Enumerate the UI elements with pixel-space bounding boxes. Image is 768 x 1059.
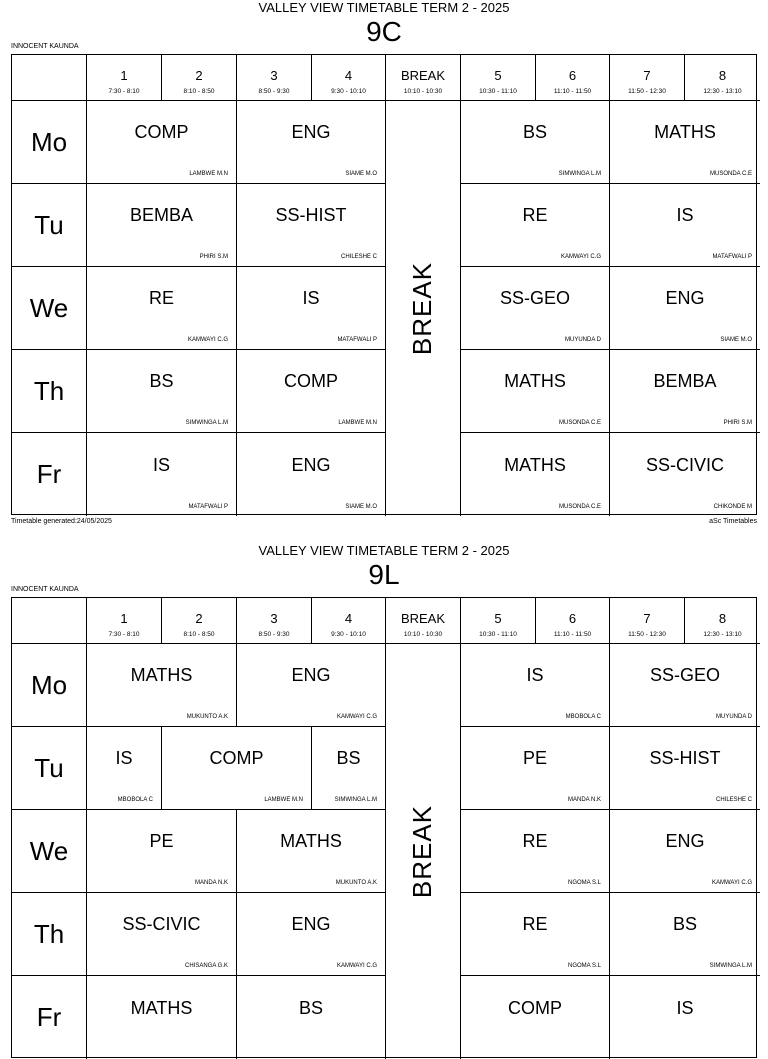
lesson-teacher: SIMWINGA L.M xyxy=(558,171,601,177)
lesson-cell xyxy=(461,727,610,810)
period-time: 8:50 - 9:30 xyxy=(258,88,290,95)
period-time: 11:50 - 12:30 xyxy=(628,88,666,95)
period-number: BREAK xyxy=(400,611,446,626)
lesson-subject: RE xyxy=(522,205,548,226)
period-number: 6 xyxy=(568,611,577,626)
lesson-subject: SS-HIST xyxy=(275,205,347,226)
lesson-cell xyxy=(610,350,760,433)
day-label: Mo xyxy=(12,644,87,727)
lesson-teacher: SIAME M.O xyxy=(345,171,377,177)
period-time: 7:30 - 8:10 xyxy=(108,631,140,638)
lesson-cell xyxy=(461,976,610,1059)
lesson-cell xyxy=(610,810,760,893)
lesson-subject: ENG xyxy=(291,914,331,935)
lesson-teacher: MUKUNTO A.K xyxy=(335,880,377,886)
period-time: 10:10 - 10:30 xyxy=(403,631,443,638)
timetable-sheet xyxy=(0,543,768,1043)
period-number: 2 xyxy=(195,611,203,626)
header-break xyxy=(386,598,461,644)
lesson-teacher: SIMWINGA L.M xyxy=(185,420,228,426)
header-period-3 xyxy=(237,598,312,644)
lesson-teacher: KAMWAYI C.G xyxy=(560,254,601,260)
lesson-teacher: KAMWAYI C.G xyxy=(336,963,377,969)
period-time: 10:30 - 11:10 xyxy=(479,88,517,95)
lesson-teacher: CHIKONDE M xyxy=(713,504,752,510)
period-time: 8:50 - 9:30 xyxy=(258,631,290,638)
header-period-3 xyxy=(237,55,312,101)
lesson-cell xyxy=(237,810,386,893)
lesson-subject: SS-GEO xyxy=(649,665,720,686)
period-number: 4 xyxy=(344,68,353,83)
lesson-cell xyxy=(610,727,760,810)
lesson-subject: BS xyxy=(336,748,361,769)
timetable-grid xyxy=(11,54,757,515)
lesson-subject: COMP xyxy=(209,748,264,769)
lesson-teacher: MUSONDA C.E xyxy=(709,171,752,177)
lesson-cell xyxy=(87,976,237,1059)
lesson-cell xyxy=(610,267,760,350)
lesson-cell xyxy=(237,101,386,184)
lesson-teacher: LAMBWE M.N xyxy=(338,420,377,426)
header-period-1 xyxy=(87,598,162,644)
lesson-subject: MATHS xyxy=(280,831,342,852)
teacher-name: INNOCENT KAUNDA xyxy=(11,586,79,593)
lesson-subject: ENG xyxy=(291,122,331,143)
lesson-cell xyxy=(610,184,760,267)
lesson-cell xyxy=(237,976,386,1059)
day-label: Tu xyxy=(12,727,87,810)
lesson-cell xyxy=(87,433,237,516)
lesson-teacher: LAMBWE M.N xyxy=(264,797,303,803)
header-period-6 xyxy=(536,55,610,101)
lesson-teacher: CHILESHE C xyxy=(340,254,377,260)
period-time: 11:10 - 11:50 xyxy=(553,631,592,638)
lesson-teacher: MUSONDA C.E xyxy=(558,504,601,510)
class-name: 9L xyxy=(368,559,400,590)
header-period-7 xyxy=(610,55,685,101)
lesson-subject: PE xyxy=(149,831,174,852)
lesson-teacher: KAMWAYI C.G xyxy=(336,714,377,720)
lesson-cell xyxy=(610,644,760,727)
lesson-subject: PE xyxy=(522,748,547,769)
header-period-7 xyxy=(610,598,685,644)
lesson-teacher: MANDA N.K xyxy=(194,880,228,886)
teacher-name: INNOCENT KAUNDA xyxy=(11,43,79,50)
period-time: 12:30 - 13:10 xyxy=(703,631,742,638)
lesson-teacher: CHISANGA G.K xyxy=(184,963,228,969)
lesson-teacher: NGOMA S.L xyxy=(567,963,601,969)
lesson-teacher: PHIRI S.M xyxy=(723,420,752,426)
header-period-1 xyxy=(87,55,162,101)
lesson-cell xyxy=(461,101,610,184)
period-number: 4 xyxy=(344,611,353,626)
lesson-subject: RE xyxy=(522,914,548,935)
lesson-teacher: MATAFWALI P xyxy=(188,504,228,510)
lesson-cell xyxy=(237,433,386,516)
period-number: 8 xyxy=(718,68,727,83)
header-period-2 xyxy=(162,598,237,644)
period-number: 1 xyxy=(120,611,128,626)
timetable-grid xyxy=(11,597,757,1058)
lesson-cell xyxy=(461,267,610,350)
period-number: 6 xyxy=(568,68,577,83)
lesson-cell xyxy=(237,184,386,267)
lesson-cell xyxy=(87,184,237,267)
period-time: 8:10 - 8:50 xyxy=(183,631,215,638)
day-label: Th xyxy=(12,893,87,976)
lesson-cell xyxy=(312,727,386,810)
lesson-subject: MATHS xyxy=(130,665,193,686)
header-corner xyxy=(12,598,87,644)
lesson-teacher: MUYUNDA D xyxy=(564,337,601,343)
lesson-cell xyxy=(461,433,610,516)
lesson-teacher: SIMWINGA L.M xyxy=(709,963,752,969)
lesson-cell xyxy=(461,893,610,976)
lesson-cell xyxy=(610,101,760,184)
lesson-subject: IS xyxy=(526,665,544,686)
lesson-teacher: PHIRI S.M xyxy=(199,254,228,260)
period-number: 3 xyxy=(270,611,278,626)
lesson-subject: MATHS xyxy=(654,122,716,143)
lesson-subject: ENG xyxy=(665,288,705,309)
header-corner xyxy=(12,55,87,101)
period-time: 10:30 - 11:10 xyxy=(479,631,517,638)
header-period-5 xyxy=(461,598,536,644)
header-period-8 xyxy=(685,55,760,101)
lesson-cell xyxy=(610,976,760,1059)
timetable-sheet xyxy=(0,0,768,525)
lesson-subject: RE xyxy=(522,831,548,852)
lesson-subject: MATHS xyxy=(504,371,566,392)
lesson-teacher: NGOMA S.L xyxy=(567,880,601,886)
period-number: 5 xyxy=(494,68,502,83)
period-time: 9:30 - 10:10 xyxy=(331,88,366,95)
lesson-subject: SS-HIST xyxy=(649,748,721,769)
period-time: 11:10 - 11:50 xyxy=(553,88,592,95)
day-label: Fr xyxy=(12,976,87,1059)
lesson-cell xyxy=(87,267,237,350)
period-number: 7 xyxy=(643,68,651,83)
lesson-teacher: MANDA N.K xyxy=(567,797,601,803)
lesson-subject: BEMBA xyxy=(129,205,194,226)
lesson-cell xyxy=(87,350,237,433)
lesson-subject: BS xyxy=(672,914,697,935)
footer-generated: Timetable generated:24/05/2025 xyxy=(11,518,112,525)
footer-credit: aSc Timetables xyxy=(709,518,757,525)
lesson-teacher: CHILESHE C xyxy=(715,797,752,803)
lesson-teacher: MUKUNTO A.K xyxy=(186,714,228,720)
lesson-teacher: SIAME M.O xyxy=(345,504,377,510)
header-period-6 xyxy=(536,598,610,644)
period-number: BREAK xyxy=(400,68,446,83)
lesson-cell xyxy=(87,644,237,727)
period-number: 1 xyxy=(120,68,128,83)
break-label: BREAK xyxy=(407,261,438,356)
day-label: Fr xyxy=(12,433,87,516)
break-column xyxy=(386,644,461,1059)
lesson-subject: COMP xyxy=(508,997,562,1018)
lesson-subject: IS xyxy=(115,748,133,769)
lesson-subject: COMP xyxy=(284,371,338,392)
period-time: 7:30 - 8:10 xyxy=(108,88,140,95)
day-label: Th xyxy=(12,350,87,433)
timetable-title: VALLEY VIEW TIMETABLE TERM 2 - 2025 xyxy=(258,543,510,558)
lesson-cell xyxy=(461,350,610,433)
lesson-teacher: LAMBWE M.N xyxy=(189,171,228,177)
header-period-8 xyxy=(685,598,760,644)
lesson-cell xyxy=(461,810,610,893)
lesson-teacher: SIMWINGA L.M xyxy=(334,797,377,803)
lesson-teacher: MUSONDA C.E xyxy=(558,420,601,426)
lesson-cell xyxy=(237,267,386,350)
day-label: Tu xyxy=(12,184,87,267)
lesson-cell xyxy=(87,810,237,893)
period-number: 8 xyxy=(718,611,727,626)
period-number: 7 xyxy=(643,611,651,626)
lesson-cell xyxy=(237,644,386,727)
period-time: 11:50 - 12:30 xyxy=(628,631,666,638)
header-period-4 xyxy=(312,55,386,101)
lesson-cell xyxy=(162,727,312,810)
lesson-cell xyxy=(237,350,386,433)
period-time: 10:10 - 10:30 xyxy=(403,88,443,95)
lesson-subject: ENG xyxy=(291,454,331,475)
day-label: We xyxy=(12,810,87,893)
timetable-title: VALLEY VIEW TIMETABLE TERM 2 - 2025 xyxy=(258,0,510,15)
day-label: Mo xyxy=(12,101,87,184)
period-time: 12:30 - 13:10 xyxy=(703,88,742,95)
lesson-teacher: KAMWAYI C.G xyxy=(711,880,752,886)
lesson-subject: BEMBA xyxy=(653,371,717,392)
lesson-subject: BS xyxy=(149,371,174,392)
lesson-teacher: MBOBOLA C xyxy=(117,797,153,803)
lesson-teacher: MUYUNDA D xyxy=(715,714,752,720)
lesson-subject: ENG xyxy=(665,831,705,852)
lesson-cell xyxy=(461,644,610,727)
lesson-subject: ENG xyxy=(291,665,331,686)
header-period-5 xyxy=(461,55,536,101)
lesson-teacher: MATAFWALI P xyxy=(712,254,752,260)
period-time: 8:10 - 8:50 xyxy=(183,88,215,95)
period-number: 2 xyxy=(195,68,203,83)
break-label: BREAK xyxy=(407,804,438,899)
lesson-cell xyxy=(237,893,386,976)
lesson-subject: MATHS xyxy=(130,997,193,1018)
lesson-subject: BS xyxy=(298,997,323,1018)
lesson-subject: RE xyxy=(148,288,174,309)
lesson-subject: BS xyxy=(522,122,547,143)
lesson-cell xyxy=(87,893,237,976)
lesson-subject: IS xyxy=(676,205,694,226)
lesson-subject: SS-GEO xyxy=(499,288,570,309)
lesson-subject: COMP xyxy=(134,122,189,143)
lesson-cell xyxy=(610,893,760,976)
header-period-4 xyxy=(312,598,386,644)
lesson-subject: SS-CIVIC xyxy=(645,454,724,475)
lesson-subject: IS xyxy=(676,997,694,1018)
lesson-cell xyxy=(87,727,162,810)
class-name: 9C xyxy=(366,16,402,47)
period-number: 5 xyxy=(494,611,502,626)
period-time: 9:30 - 10:10 xyxy=(331,631,366,638)
header-period-2 xyxy=(162,55,237,101)
break-column xyxy=(386,101,461,516)
header-break xyxy=(386,55,461,101)
lesson-subject: SS-CIVIC xyxy=(122,914,201,935)
lesson-subject: MATHS xyxy=(504,454,566,475)
lesson-cell xyxy=(610,433,760,516)
lesson-cell xyxy=(461,184,610,267)
period-number: 3 xyxy=(270,68,278,83)
lesson-cell xyxy=(87,101,237,184)
lesson-teacher: MBOBOLA C xyxy=(565,714,601,720)
lesson-teacher: SIAME M.O xyxy=(720,337,752,343)
lesson-teacher: MATAFWALI P xyxy=(337,337,377,343)
lesson-subject: IS xyxy=(302,288,320,309)
lesson-teacher: KAMWAYI C.G xyxy=(187,337,228,343)
lesson-subject: IS xyxy=(152,454,170,475)
day-label: We xyxy=(12,267,87,350)
